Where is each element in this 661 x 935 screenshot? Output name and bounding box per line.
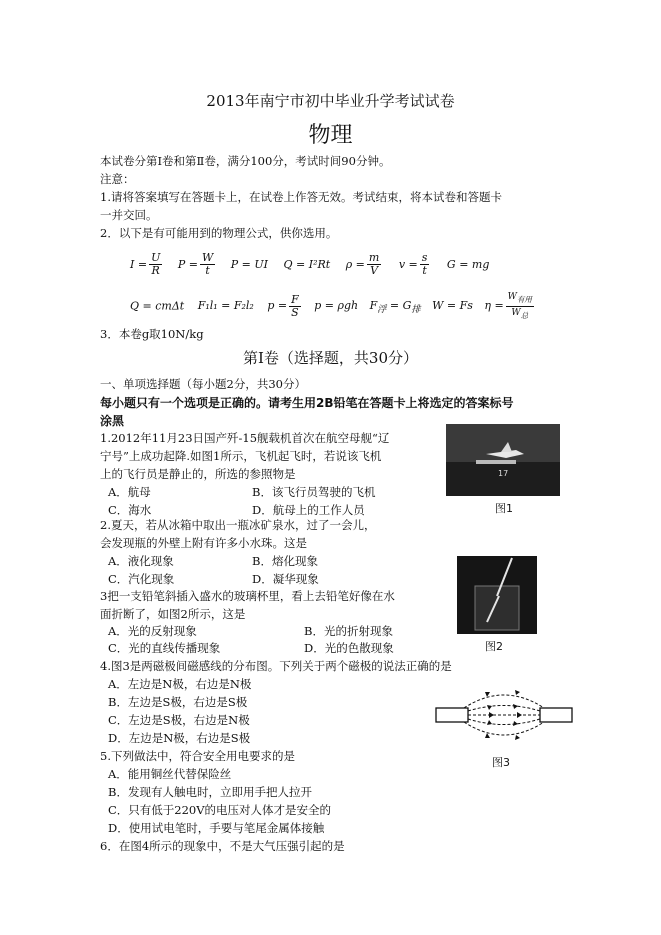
subject-title: 物理	[308, 123, 353, 148]
section-instruction-a: 每小题只有一个选项是正确的。请考生用2B铅笔在答题卡上将选定的答案标号	[100, 396, 514, 410]
q6-line: 6．在图4所示的现象中，不是大气压强引起的是	[100, 839, 345, 853]
figure-3-diagram	[434, 678, 574, 750]
q4-line: 4.图3是两磁极间磁感线的分布图。下列关于两个磁极的说法正确的是	[100, 659, 452, 673]
formula-joule: Q = I²Rt	[283, 257, 331, 271]
exam-title: 2013年南宁市初中毕业升学考试试卷	[206, 92, 455, 110]
q3-option-b: B．光的折射现象	[304, 624, 393, 638]
formula-gravity: G = mg	[446, 257, 490, 271]
formula-power-ui: P = UI	[230, 257, 269, 271]
q1-option-c: C．海水	[108, 503, 152, 517]
formula-liquid-pressure: p = ρgh	[314, 299, 359, 313]
q3-line-b: 面折断了，如图2所示，这是	[100, 607, 246, 621]
svg-text:17: 17	[498, 469, 509, 478]
figure-1-photo	[446, 424, 560, 496]
q1-line-c: 上的飞行员是静止的，所选的参照物是	[100, 467, 296, 481]
q3-option-c: C．光的直线传播现象	[108, 641, 221, 655]
section-title: 第Ⅰ卷（选择题，共30分）	[242, 349, 418, 367]
formula-efficiency: η = $\frac{W_{有用}}{W_总}$	[484, 292, 532, 320]
q3-option-d: D．光的色散现象	[304, 641, 394, 655]
note-1b: 一并交回。	[100, 208, 158, 222]
q5-option-c: C．只有低于220V的电压对人体才是安全的	[108, 803, 332, 817]
note-1a: 1.请将答案填写在答题卡上，在试卷上作答无效。考试结束，将本试卷和答题卡	[100, 190, 502, 204]
q1-option-a: A．航母	[108, 485, 151, 499]
notice-label: 注意：	[100, 172, 135, 186]
pencil-in-water-image	[457, 556, 537, 634]
formula-speed: v = $\frac{s}{t}$	[398, 251, 428, 277]
q2-line-a: 2.夏天，若从冰箱中取出一瓶冰矿泉水，过了一会儿，	[100, 518, 376, 532]
q5-line: 5.下列做法中，符合安全用电要求的是	[100, 749, 295, 763]
q5-option-b: B．发现有人触电时，立即用手把人拉开	[108, 785, 312, 799]
q2-option-b: B．熔化现象	[252, 554, 318, 568]
q5-option-a: A．能用铜丝代替保险丝	[108, 767, 232, 781]
magnetic-field-lines-diagram	[434, 678, 574, 750]
figure-1-caption: 图1	[495, 502, 513, 515]
figure-2-caption: 图2	[485, 640, 503, 653]
formula-ohm: I = $\frac{U}{R}$	[130, 251, 161, 277]
q3-option-a: A．光的反射现象	[108, 624, 197, 638]
section-instruction-b: 涂黑	[100, 414, 125, 428]
q2-line-b: 会发现瓶的外壁上附有许多小水珠。这是	[100, 536, 307, 550]
formula-work: W = Fs	[432, 299, 473, 313]
formula-row-2	[130, 291, 536, 322]
section-heading: 一、单项选择题（每小题2分，共30分）	[100, 377, 306, 391]
formula-buoyancy: $F_浮 = G_排$	[369, 299, 421, 316]
aircraft-carrier-image	[446, 424, 560, 496]
formula-lever: F₁l₁ = F₂l₂	[197, 299, 254, 313]
formula-density: ρ = $\frac{m}{V}$	[345, 251, 380, 277]
intro-line: 本试卷分第Ⅰ卷和第Ⅱ卷，满分100分，考试时间90分钟。	[100, 154, 391, 168]
q2-option-a: A．液化现象	[108, 554, 174, 568]
formula-pressure: p = $\frac{F}{S}$	[267, 292, 299, 319]
q1-option-d: D．航母上的工作人员	[252, 503, 365, 517]
figure-2-photo	[457, 556, 537, 634]
note-3: 3．本卷g取10N/kg	[100, 327, 204, 341]
q2-option-d: D．凝华现象	[252, 572, 319, 586]
formula-row-1	[130, 252, 489, 277]
q1-line-b: 宁号”上成功起降.如图1所示，飞机起飞时，若说该飞机	[100, 449, 382, 463]
q4-option-a: A．左边是N极，右边是N极	[108, 677, 252, 691]
q4-option-b: B．左边是S极，右边是S极	[108, 695, 248, 709]
q1-line-a: 1.2012年11月23日国产歼-15舰载机首次在航空母舰“辽	[100, 431, 390, 445]
formula-power-wt: P = $\frac{W}{t}$	[177, 251, 214, 277]
note-2: 2．以下是有可能用到的物理公式，供你选用。	[100, 226, 338, 240]
figure-3-caption: 图3	[492, 756, 510, 769]
q4-option-c: C．左边是S极，右边是N极	[108, 713, 250, 727]
q5-option-d: D．使用试电笔时，手要与笔尾金属体接触	[108, 821, 325, 835]
q4-option-d: D．左边是N极，右边是S极	[108, 731, 251, 745]
q3-line-a: 3把一支铅笔斜插入盛水的玻璃杯里，看上去铅笔好像在水	[100, 589, 395, 603]
formula-heat: Q = cmΔt	[130, 299, 185, 313]
q2-option-c: C．汽化现象	[108, 572, 175, 586]
q1-option-b: B．该飞行员驾驶的飞机	[252, 485, 376, 499]
